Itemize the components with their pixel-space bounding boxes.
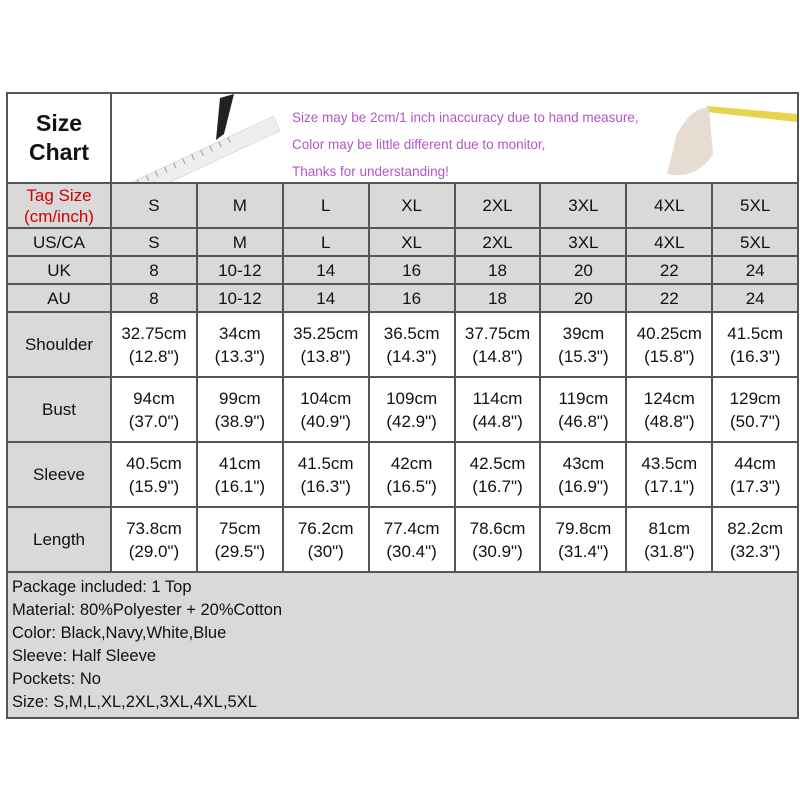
row-label: Sleeve [7, 442, 111, 507]
inch-value: (15.9") [128, 476, 180, 496]
measure-cell [455, 507, 541, 572]
inch-value: (42.9") [386, 411, 437, 431]
measure-cell [369, 377, 455, 442]
cm-value: 76.2cm [297, 518, 354, 538]
notes-row [7, 572, 798, 718]
size-cell: 22 [626, 256, 712, 284]
row-label: AU [7, 284, 111, 312]
tag-size-label [7, 183, 111, 228]
size-cell: 24 [712, 256, 798, 284]
measure-cell [540, 312, 626, 377]
cm-value: 41.5cm [297, 453, 354, 473]
cm-value: 32.75cm [121, 323, 187, 343]
cm-value: 40.25cm [636, 323, 702, 343]
row-label: UK [7, 256, 111, 284]
inch-value: (30") [307, 541, 344, 561]
measure-row [7, 377, 798, 442]
size-cell: 16 [369, 284, 455, 312]
notice-line: Thanks for understanding! [292, 164, 449, 179]
inch-value: (16.5") [386, 476, 437, 496]
cm-value: 39cm [562, 323, 605, 343]
size-row [7, 228, 798, 256]
banner [111, 93, 798, 183]
measure-cell [283, 442, 369, 507]
cm-value: 34cm [219, 323, 261, 343]
inch-value: (15.8") [644, 346, 695, 366]
title-line: Size [35, 110, 83, 136]
measure-cell [540, 507, 626, 572]
tag-size-row [7, 183, 798, 228]
inch-value: (29.5") [214, 541, 266, 561]
inch-value: (16.7") [472, 476, 523, 496]
inch-value: (14.8") [472, 346, 523, 366]
cm-value: 37.75cm [464, 323, 531, 343]
cm-value: 36.5cm [383, 323, 440, 343]
measure-cell [283, 312, 369, 377]
size-cell: 8 [111, 256, 197, 284]
inch-value: (31.8") [644, 541, 695, 561]
size-row [7, 284, 798, 312]
inch-value: (17.3") [729, 476, 781, 496]
size-cell: 18 [455, 284, 541, 312]
measure-cell [111, 377, 197, 442]
measure-cell [197, 442, 283, 507]
cm-value: 78.6cm [469, 518, 526, 538]
cm-value: 124cm [643, 388, 695, 408]
cm-value: 44cm [734, 453, 776, 473]
measure-cell [283, 507, 369, 572]
note-line: Size: S,M,L,XL,2XL,3XL,4XL,5XL [12, 693, 257, 711]
size-cell: L [283, 228, 369, 256]
cm-value: 82.2cm [727, 518, 784, 538]
notice-line: Size may be 2cm/1 inch inaccuracy due to hand measure, [292, 110, 639, 125]
measure-row [7, 507, 798, 572]
pencil-ruler-icon [112, 94, 282, 182]
measure-row [7, 312, 798, 377]
size-cell: M [197, 228, 283, 256]
label: Tag Size [26, 185, 92, 205]
measure-cell [111, 442, 197, 507]
header-row [7, 93, 798, 183]
hand-tape-measure-icon [647, 94, 797, 182]
inch-value: (14.3") [386, 346, 437, 366]
size-cell: S [111, 183, 197, 228]
size-cell: XL [369, 183, 455, 228]
cm-value: 81cm [648, 518, 691, 538]
label: (cm/inch) [24, 206, 94, 226]
size-cell: XL [369, 228, 455, 256]
measure-cell [369, 442, 455, 507]
product-notes [7, 572, 798, 718]
inch-value: (17.1") [644, 476, 695, 496]
inch-value: (12.8") [128, 346, 180, 366]
cm-value: 94cm [133, 388, 175, 408]
size-table [6, 92, 799, 719]
title-line: Chart [28, 139, 90, 165]
cm-value: 42cm [390, 453, 433, 473]
inch-value: (16.3") [729, 346, 781, 366]
inch-value: (16.9") [558, 476, 609, 496]
measure-cell [455, 312, 541, 377]
chart-title [7, 93, 111, 183]
cm-value: 41.5cm [727, 323, 784, 343]
note-line: Sleeve: Half Sleeve [12, 647, 156, 665]
cm-value: 129cm [729, 388, 781, 408]
inch-value: (15.3") [558, 346, 609, 366]
cm-value: 41cm [219, 453, 261, 473]
measure-cell [626, 507, 712, 572]
measure-cell [712, 377, 798, 442]
cm-value: 73.8cm [126, 518, 182, 538]
size-cell: 20 [540, 284, 626, 312]
cm-value: 40.5cm [126, 453, 182, 473]
measure-cell [626, 442, 712, 507]
size-cell: 24 [712, 284, 798, 312]
inch-value: (16.1") [214, 476, 266, 496]
size-cell: L [283, 183, 369, 228]
size-cell: 8 [111, 284, 197, 312]
inch-value: (38.9") [214, 411, 266, 431]
inch-value: (30.4") [386, 541, 437, 561]
cm-value: 77.4cm [383, 518, 440, 538]
cm-value: 79.8cm [555, 518, 612, 538]
inch-value: (16.3") [300, 476, 351, 496]
row-label: US/CA [7, 228, 111, 256]
notice-text [292, 104, 639, 185]
size-cell: 3XL [540, 183, 626, 228]
measure-cell [283, 377, 369, 442]
measure-cell [712, 442, 798, 507]
row-label: Shoulder [7, 312, 111, 377]
size-cell: 10-12 [197, 284, 283, 312]
size-cell: 5XL [712, 228, 798, 256]
cm-value: 75cm [219, 518, 261, 538]
cm-value: 43.5cm [641, 453, 698, 473]
notice-line: Color may be little different due to monitor, [292, 137, 546, 152]
measure-cell [540, 442, 626, 507]
inch-value: (29.0") [128, 541, 180, 561]
measure-row [7, 442, 798, 507]
inch-value: (46.8") [558, 411, 609, 431]
measure-cell [626, 312, 712, 377]
measure-cell [197, 377, 283, 442]
cm-value: 104cm [300, 388, 352, 408]
inch-value: (30.9") [472, 541, 523, 561]
inch-value: (37.0") [128, 411, 180, 431]
size-cell: 20 [540, 256, 626, 284]
inch-value: (50.7") [729, 411, 781, 431]
measure-cell [712, 507, 798, 572]
measure-cell [369, 507, 455, 572]
size-cell: 14 [283, 284, 369, 312]
size-cell: M [197, 183, 283, 228]
cm-value: 42.5cm [469, 453, 526, 473]
size-row [7, 256, 798, 284]
size-cell: 16 [369, 256, 455, 284]
note-line: Package included: 1 Top [12, 578, 192, 596]
size-cell: 18 [455, 256, 541, 284]
measure-cell [626, 377, 712, 442]
inch-value: (13.8") [300, 346, 351, 366]
size-cell: 2XL [455, 228, 541, 256]
row-label: Length [7, 507, 111, 572]
size-cell: 14 [283, 256, 369, 284]
note-line: Pockets: No [12, 670, 101, 688]
size-cell: 4XL [626, 183, 712, 228]
cm-value: 99cm [219, 388, 261, 408]
cm-value: 109cm [386, 388, 438, 408]
measure-cell [455, 377, 541, 442]
inch-value: (48.8") [644, 411, 695, 431]
size-cell: 5XL [712, 183, 798, 228]
measure-cell [455, 442, 541, 507]
measure-cell [111, 312, 197, 377]
measure-cell [197, 507, 283, 572]
measure-cell [712, 312, 798, 377]
measure-cell [111, 507, 197, 572]
size-cell: 10-12 [197, 256, 283, 284]
note-line: Color: Black,Navy,White,Blue [12, 624, 227, 642]
inch-value: (32.3") [729, 541, 781, 561]
inch-value: (13.3") [214, 346, 266, 366]
cm-value: 35.25cm [293, 323, 359, 343]
size-cell: S [111, 228, 197, 256]
inch-value: (31.4") [558, 541, 609, 561]
row-label: Bust [7, 377, 111, 442]
measure-cell [197, 312, 283, 377]
cm-value: 119cm [558, 388, 609, 408]
size-chart [6, 92, 797, 719]
inch-value: (40.9") [300, 411, 351, 431]
size-cell: 22 [626, 284, 712, 312]
note-line: Material: 80%Polyester + 20%Cotton [12, 601, 283, 619]
measure-cell [540, 377, 626, 442]
measure-cell [369, 312, 455, 377]
size-cell: 3XL [540, 228, 626, 256]
size-cell: 4XL [626, 228, 712, 256]
cm-value: 43cm [562, 453, 605, 473]
inch-value: (44.8") [472, 411, 523, 431]
cm-value: 114cm [472, 388, 523, 408]
size-cell: 2XL [455, 183, 541, 228]
